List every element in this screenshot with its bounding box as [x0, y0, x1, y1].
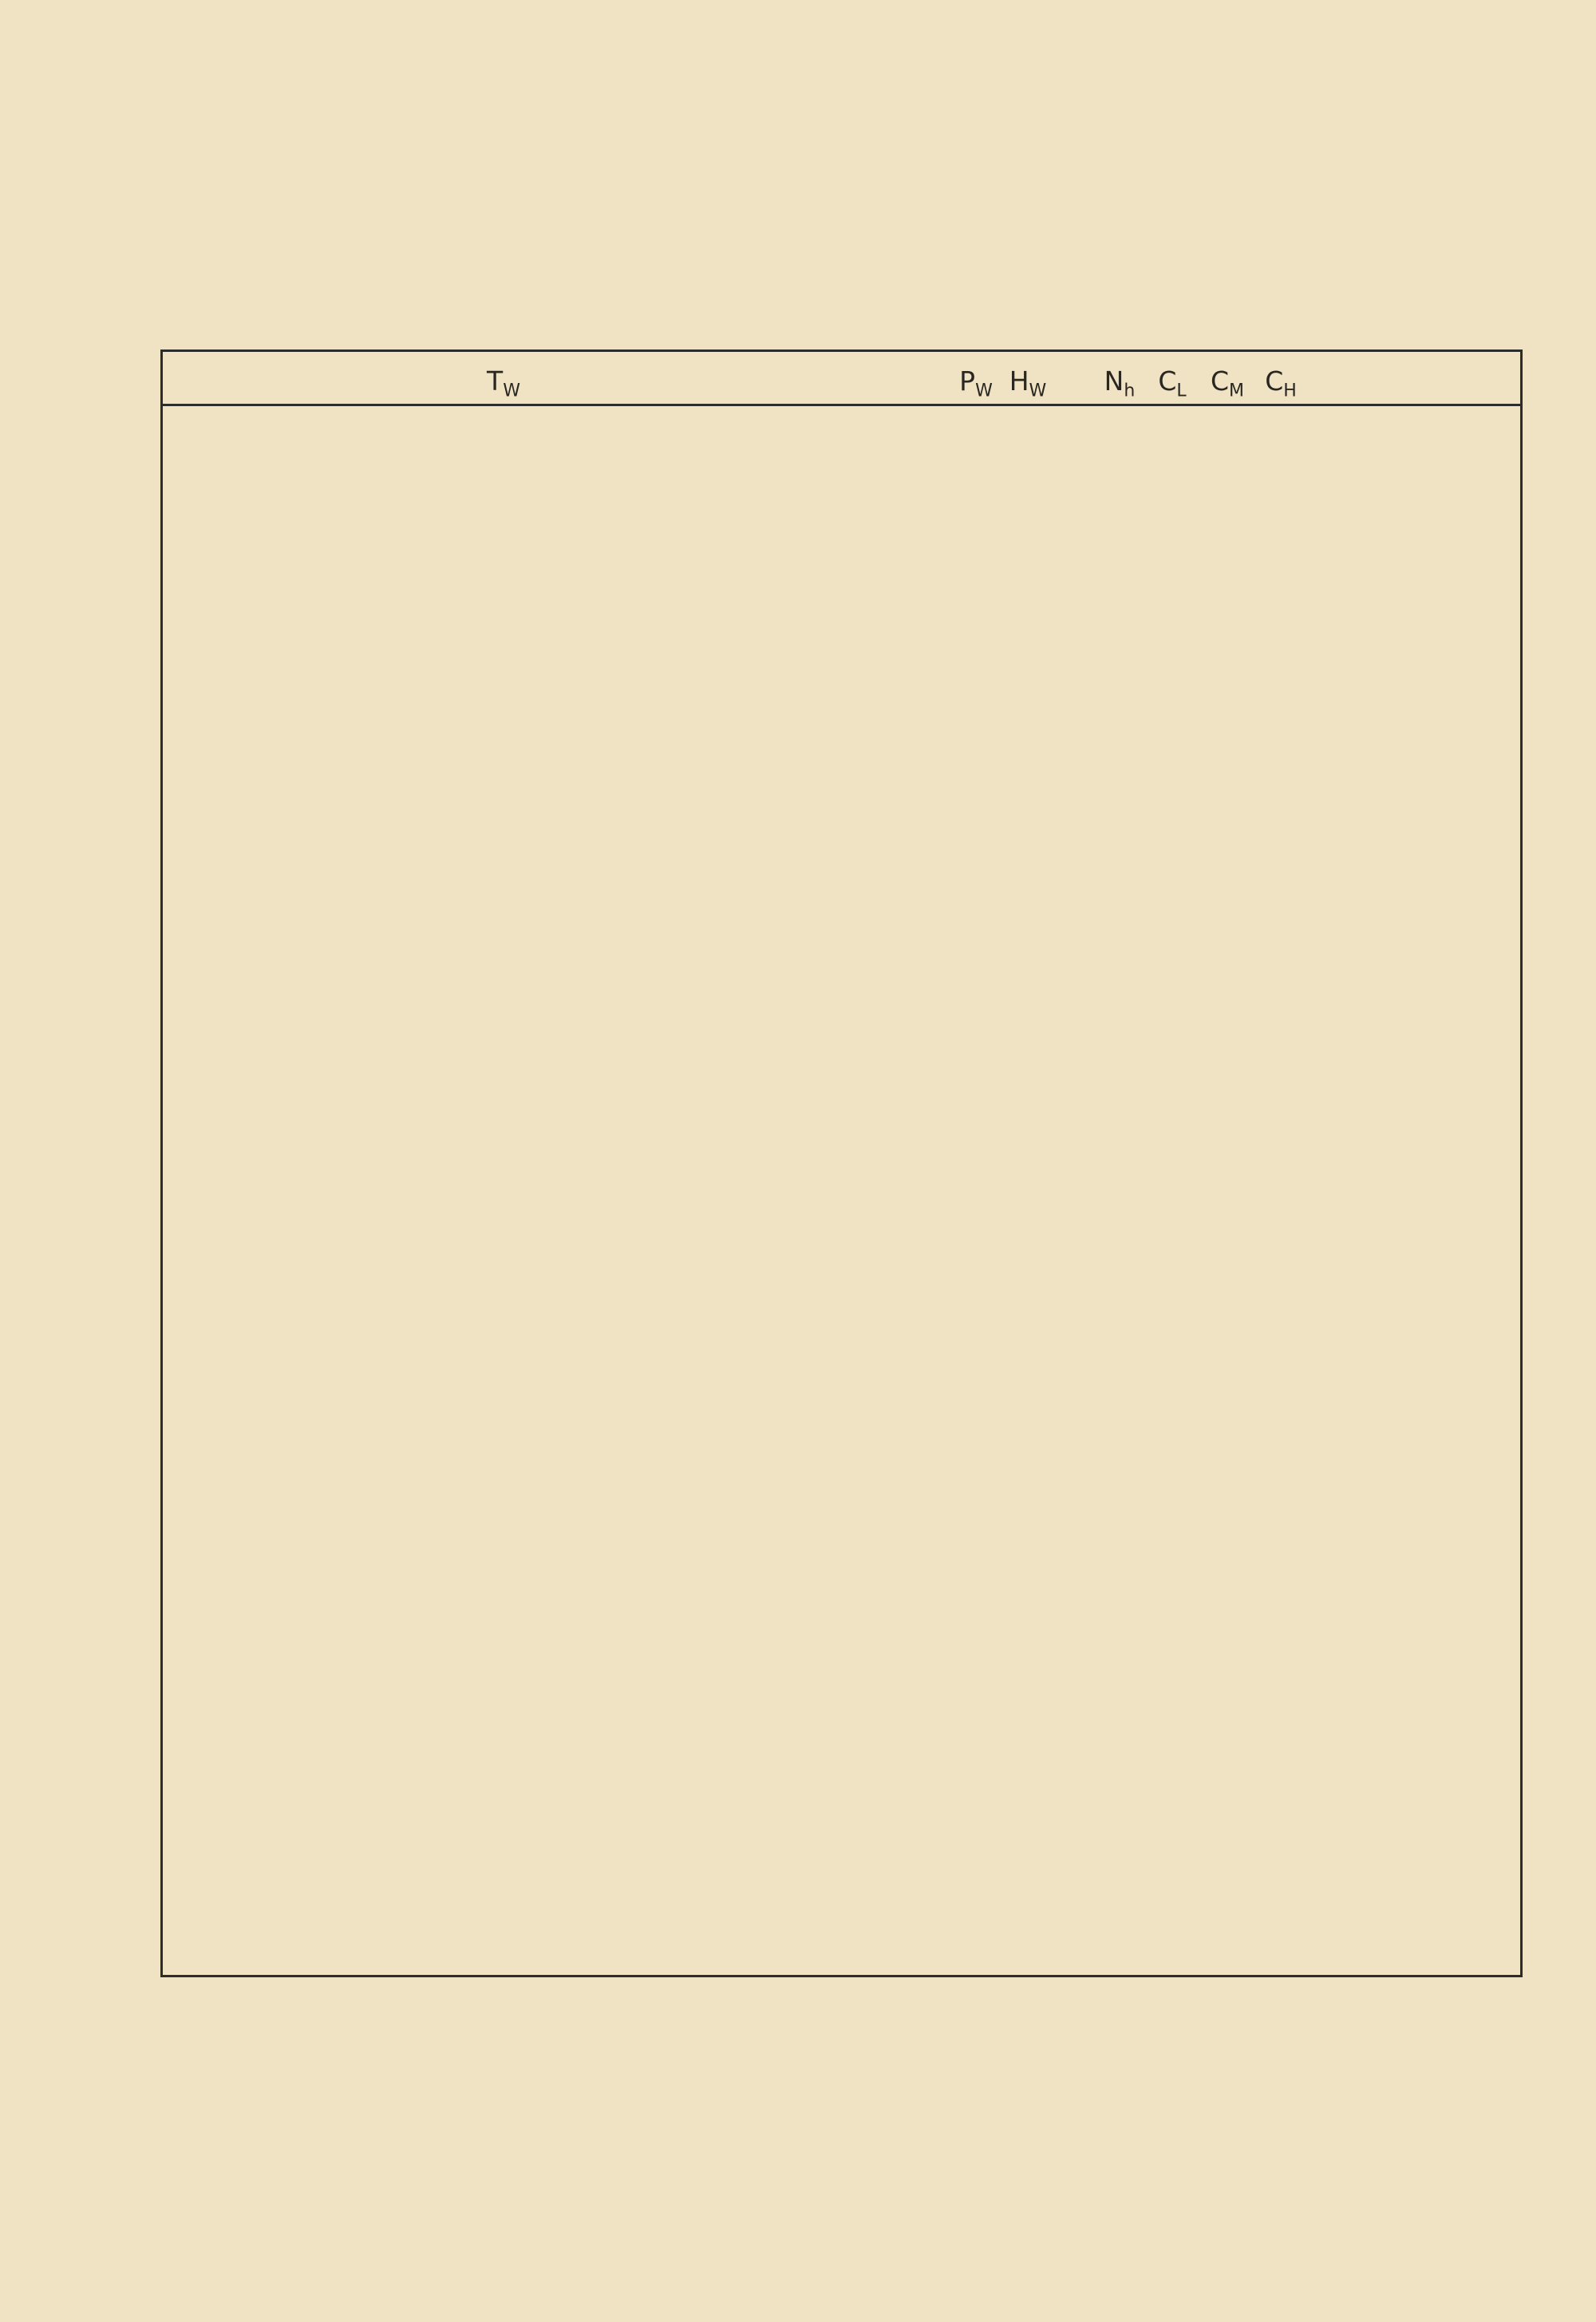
col-pw: $P_W$: [959, 365, 993, 401]
col-tw: $T_W$: [487, 365, 520, 401]
header-divider: [163, 404, 1520, 406]
col-ch: $C_H$: [1265, 365, 1297, 401]
col-nh: $N_h$: [1104, 365, 1136, 401]
col-hw: $H_W$: [1009, 365, 1047, 401]
column-header-row: [163, 353, 1520, 405]
col-cl: $C_L$: [1158, 365, 1187, 401]
table-frame: [160, 349, 1523, 1977]
col-cm: $C_M$: [1210, 365, 1245, 401]
